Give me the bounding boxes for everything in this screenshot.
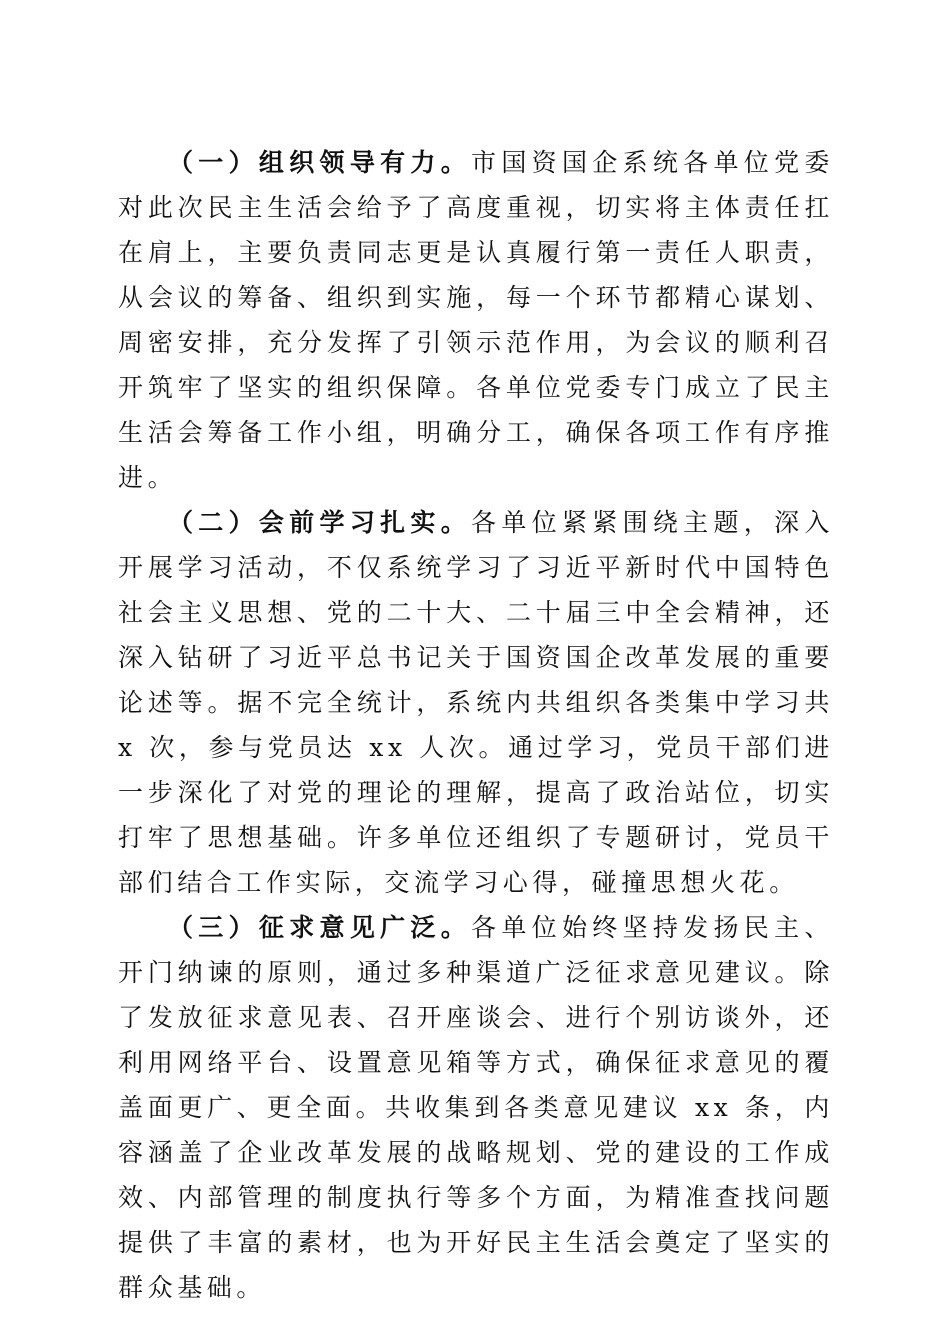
paragraph-organization-leadership (118, 140, 834, 500)
paragraph-opinion-solicitation (118, 905, 834, 1310)
paragraph-text: 各单位紧紧围绕主题，深入开展学习活动，不仅系统学习了习近平新时代中国特色社会主义思想、党的二十大、二十届三中全会精神，还深入钻研了习近平总书记关于国资国企改革发展的重要论述等。据不完全统计，系统内共组织各类集中学习共 x 次，参与党员达 xx 人次。通过学习，党员干部们进一步深化了对党的理论的理解，提高了政治站位，切实打牢了思想基础。许多单位还组织了专题研讨，党员干部们结合工作实际，交流学习心得，碰撞思想火花。 (118, 508, 834, 897)
paragraph-heading: （一）组织领导有力。 (168, 148, 472, 177)
paragraph-text: 各单位始终坚持发扬民主、开门纳谏的原则，通过多种渠道广泛征求意见建议。除了发放征求意见表、召开座谈会、进行个别访谈外，还利用网络平台、设置意见箱等方式，确保征求意见的覆盖面更广、更全面。共收集到各类意见建议 xx 条，内容涵盖了企业改革发展的战略规划、党的建设的工作成效、内部管理的制度执行等多个方面，为精准查找问题提供了丰富的素材，也为开好民主生活会奠定了坚实的群众基础。 (118, 913, 834, 1302)
paragraph-pre-meeting-study (118, 500, 834, 905)
paragraph-heading: （二）会前学习扎实。 (168, 508, 472, 537)
paragraph-text: 市国资国企系统各单位党委对此次民主生活会给予了高度重视，切实将主体责任扛在肩上，主要负责同志更是认真履行第一责任人职责，从会议的筹备、组织到实施，每一个环节都精心谋划、周密安排，充分发挥了引领示范作用，为会议的顺利召开筑牢了坚实的组织保障。各单位党委专门成立了民主生活会筹备工作小组，明确分工，确保各项工作有序推进。 (118, 148, 834, 492)
document-body (118, 140, 834, 1310)
paragraph-heading: （三）征求意见广泛。 (168, 913, 472, 942)
